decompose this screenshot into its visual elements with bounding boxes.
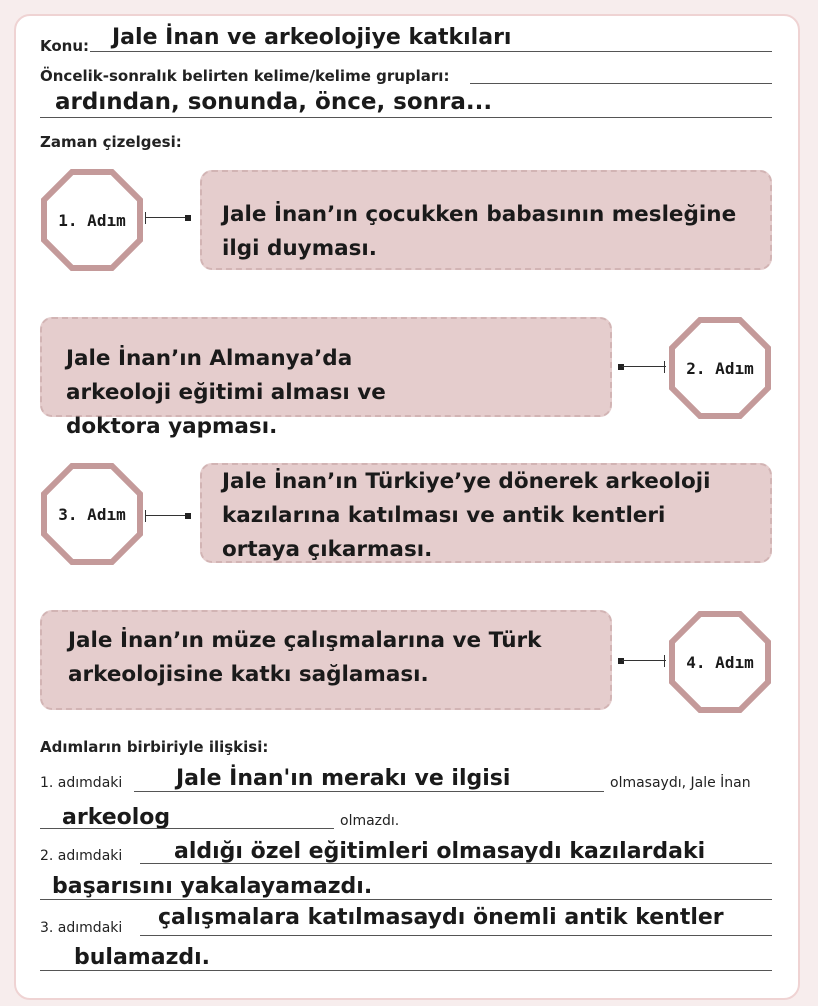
- step-1-box: [200, 170, 772, 270]
- oncelik-line-1: [470, 83, 772, 84]
- step-1-connector: [145, 212, 191, 224]
- relation-1-end: olmazdı.: [340, 813, 400, 829]
- step-2-text: Jale İnan’ın Almanya’da arkeoloji eğitimi alması ve doktora yapması.: [66, 346, 386, 439]
- relation-2-answer-2: başarısını yakalayamazdı.: [52, 874, 373, 899]
- step-3-box: [200, 463, 772, 563]
- relation-1-answer-2: arkeolog: [62, 805, 171, 830]
- relation-1-answer: Jale İnan'ın merakı ve ilgisi: [176, 766, 511, 791]
- zaman-label: Zaman çizelgesi:: [40, 133, 182, 151]
- oncelik-label: Öncelik-sonralık belirten kelime/kelime grupları:: [40, 67, 450, 85]
- relation-3-answer-2: bulamazdı.: [74, 945, 211, 970]
- step-2-badge: 2. Adım: [668, 316, 772, 420]
- relation-2-line-2: [40, 899, 772, 900]
- relation-3-prefix: 3. adımdaki: [40, 920, 123, 936]
- step-3-text: Jale İnan’ın Türkiye’ye dönerek arkeoloji kazılarına katılması ve antik kentleri ortaya çıkarması.: [222, 469, 711, 562]
- step-4-badge: 4. Adım: [668, 610, 772, 714]
- konu-label: Konu:: [40, 37, 90, 55]
- relation-3-line-2: [40, 970, 772, 971]
- step-2-connector: [618, 361, 666, 373]
- step-1-text: Jale İnan’ın çocukken babasının mesleğine ilgi duyması.: [222, 202, 737, 261]
- relation-2-line: [140, 863, 772, 864]
- relation-3-answer: çalışmalara katılmasaydı önemli antik kentler: [158, 905, 724, 930]
- konu-line: [90, 51, 772, 52]
- relation-1-suffix: olmasaydı, Jale İnan: [610, 775, 751, 791]
- relation-1-line-2: [40, 828, 334, 829]
- relation-1-line: [134, 791, 604, 792]
- step-2-box: [40, 317, 612, 439]
- relation-2-prefix: 2. adımdaki: [40, 848, 123, 864]
- relation-2-answer: aldığı özel eğitimleri olmasaydı kazılardaki: [174, 839, 706, 864]
- step-4-text: Jale İnan’ın müze çalışmalarına ve Türk arkeolojisine katkı sağlaması.: [68, 628, 542, 687]
- step-4-box: [40, 610, 612, 710]
- relations-title: Adımların birbiriyle ilişkisi:: [40, 738, 269, 756]
- relation-1-prefix: 1. adımdaki: [40, 775, 123, 791]
- step-4-connector: [618, 655, 666, 667]
- step-3-connector: [145, 510, 191, 522]
- oncelik-line-2: [40, 117, 772, 118]
- konu-answer: Jale İnan ve arkeolojiye katkıları: [112, 25, 512, 50]
- relation-3-line: [140, 935, 772, 936]
- step-3-badge: 3. Adım: [40, 462, 144, 566]
- step-1-badge: 1. Adım: [40, 168, 144, 272]
- oncelik-answer: ardından, sonunda, önce, sonra...: [55, 89, 493, 115]
